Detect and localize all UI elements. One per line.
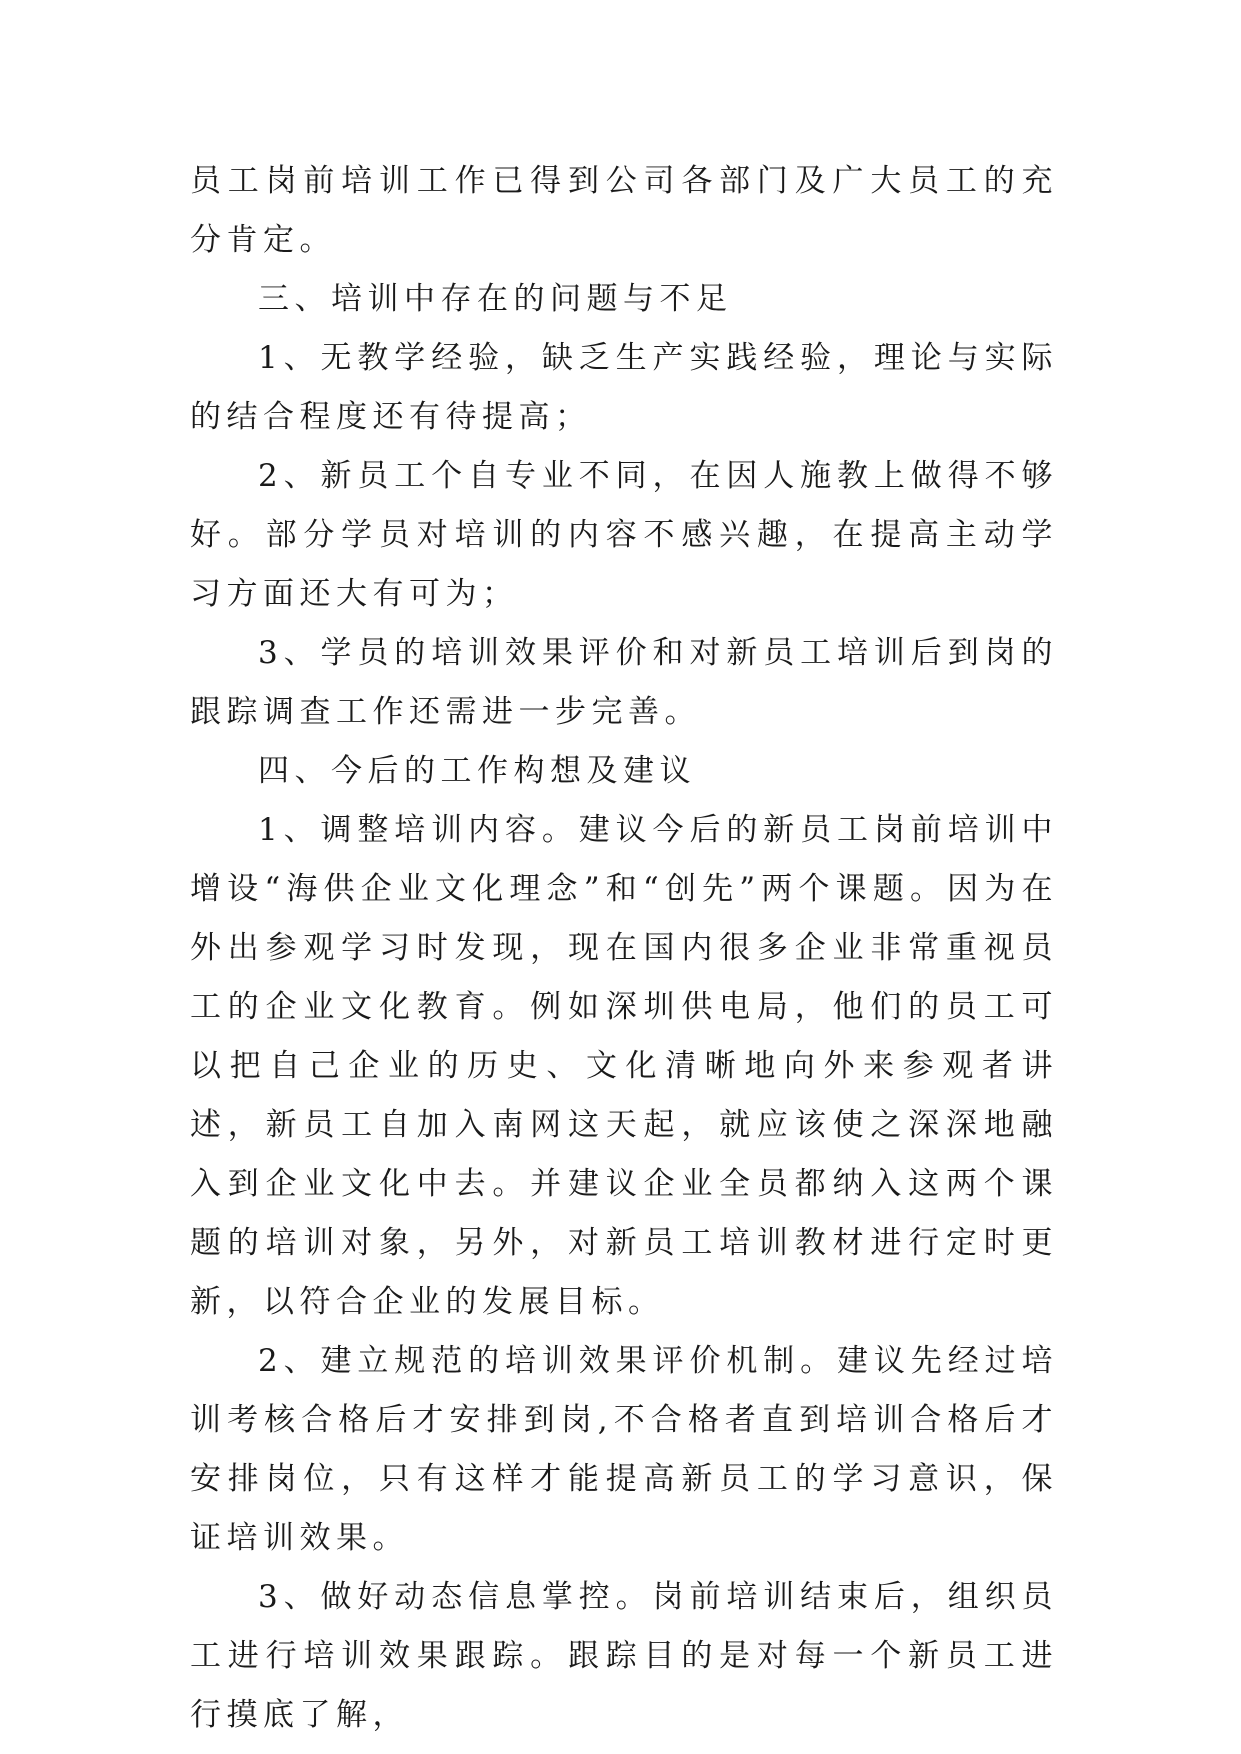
problem-item-2: 2、新员工个自专业不同，在因人施教上做得不够好。部分学员对培训的内容不感兴趣，在提高主动学习方面还大有可为；	[190, 458, 1058, 612]
problem-item-1: 1、无教学经验，缺乏生产实践经验，理论与实际的结合程度还有待提高；	[190, 340, 1058, 435]
suggestion-item-1: 1、调整培训内容。建议今后的新员工岗前培训中增设“海供企业文化理念”和“创先”两个课题。因为在外出参观学习时发现，现在国内很多企业非常重视员工的企业文化教育。例如深圳供电局，他们的员工可以把自己企业的历史、文化清晰地向外来参观者讲述，新员工自加入南网这天起，就应该使之深深地融入到企业文化中去。并建议企业全员都纳入这两个课题的培训对象，另外，对新员工培训教材进行定时更新，以符合企业的发展目标。	[190, 812, 1058, 1320]
problem-item-3: 3、学员的培训效果评价和对新员工培训后到岗的跟踪调查工作还需进一步完善。	[190, 635, 1058, 730]
document-body	[190, 152, 1058, 1745]
suggestion-item-2: 2、建立规范的培训效果评价机制。建议先经过培训考核合格后才安排到岗,不合格者直到培训合格后才安排岗位，只有这样才能提高新员工的学习意识，保证培训效果。	[190, 1343, 1058, 1556]
section-heading-problems: 三、培训中存在的问题与不足	[258, 281, 733, 317]
paragraph-continuation: 员工岗前培训工作已得到公司各部门及广大员工的充分肯定。	[190, 163, 1058, 258]
suggestion-item-3: 3、做好动态信息掌控。岗前培训结束后，组织员工进行培训效果跟踪。跟踪目的是对每一个新员工进行摸底了解，	[190, 1579, 1058, 1733]
section-heading-suggestions: 四、今后的工作构想及建议	[258, 753, 696, 789]
